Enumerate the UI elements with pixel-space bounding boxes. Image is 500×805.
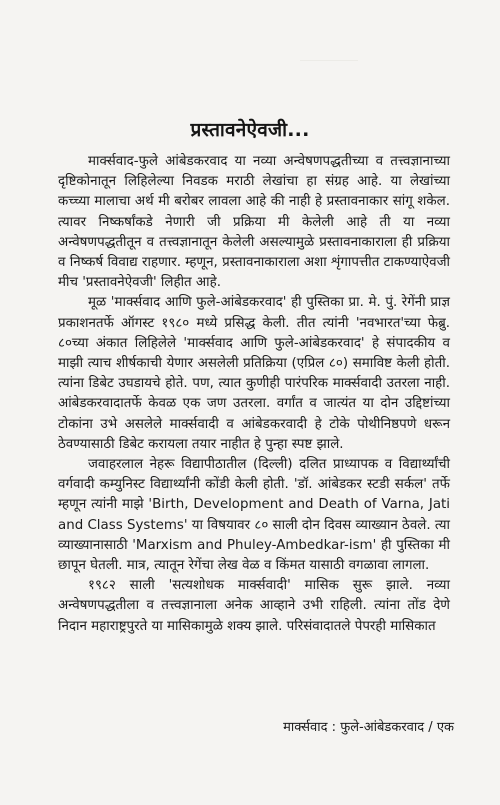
paragraph-2: मूळ 'मार्क्सवाद आणि फुले-आंबेडकरवाद' ही पुस्तिका प्रा. मे. पुं. रेगेंनी प्राज्ञ प्रकाशनतर्फे ऑगस्ट १९८० मध्ये प्रसिद्ध केली. तीत त्यांनी 'नवभारत'च्या फेब्रु. ८०च्या अंकात लिहिलेले 'मार्क्सवाद आणि फुले-आंबेडकरवाद' हे संपादकीय व माझी त्याच शीर्षकाची येणार असलेली प्रतिक्रिया (एप्रिल ८०) समाविष्ट केली होती. त्यांना डिबेट उघडायचे होते. पण, त्यात कुणीही पारंपरिक मार्क्सवादी उतरला नाही. आंबेडकरवादातर्फे केवळ एक जण उतरला. वर्गांत व जात्यंत या दोन उद्दिष्टांच्या टोकांना उभे असलेले मार्क्सवादी व आंबेडकरवादी हे टोके पोथीनिष्ठपणे धरून ठेवण्यासाठी डिबेट करायला तयार नाहीत हे पुन्हा स्पष्ट झाले. (58, 295, 450, 452)
body-text (58, 152, 450, 637)
paragraph-3: जवाहरलाल नेहरू विद्यापीठातील (दिल्ली) दलित प्राध्यापक व विद्यार्थ्यांची वर्गवादी कम्युनिस्ट विद्यार्थ्यांनी कोंडी केली होती. 'डॉ. आंबेडकर स्टडी सर्कल' तर्फे म्हणून त्यांनी माझे 'Birth, Development and Death of Varna, Jati and Class Systems' या विषयावर ८० साली दोन दिवस व्याख्यान ठेवले. त्या व्याख्यानासाठी 'Marxism and Phuley-Ambedkar-ism' ही पुस्तिका मी छापून घेतली. मात्र, त्यातून रेगेंचा लेख वेळ व किंमत यासाठी वगळावा लागला. (58, 457, 450, 574)
running-footer: मार्क्सवाद : फुले-आंबेडकरवाद / एक (283, 720, 454, 735)
paragraph-4: १९८२ साली 'सत्यशोधक मार्क्सवादी' मासिक सुरू झाले. नव्या अन्वेषणपद्धतीला व तत्त्वज्ञानाला अनेक आव्हाने उभी राहिली. त्यांना तोंड देणे निदान महाराष्ट्रपुरते या मासिकामुळे शक्य झाले. परिसंवादातले पेपरही मासिकात (58, 578, 450, 634)
page-title: प्रस्तावनेऐवजी... (190, 119, 310, 141)
paragraph-1: मार्क्सवाद-फुले आंबेडकरवाद या नव्या अन्वेषणपद्धतीच्या व तत्त्वज्ञानाच्या दृष्टिकोनातून लिहिलेल्या निवडक मराठी लेखांचा हा संग्रह आहे. या लेखांच्या कच्च्या मालाचा अर्थ मी बरोबर लावला आहे की नाही हे प्रस्तावनाकार सांगू शकेल. त्यावर निष्कर्षांकडे नेणारी जी प्रक्रिया मी केलेली आहे ती या नव्या अन्वेषणपद्धतीतून व तत्त्वज्ञानातून केलेली असल्यामुळे प्रस्तावनाकाराला ही प्रक्रिया व निष्कर्ष विवाद्य राहणार. म्हणून, प्रस्तावनाकाराला अशा शृंगापत्तीत टाकण्याऐवजी मीच 'प्रस्तावनेऐवजी' लिहीत आहे. (58, 154, 450, 291)
faint-bleed-through-mark (300, 60, 358, 71)
